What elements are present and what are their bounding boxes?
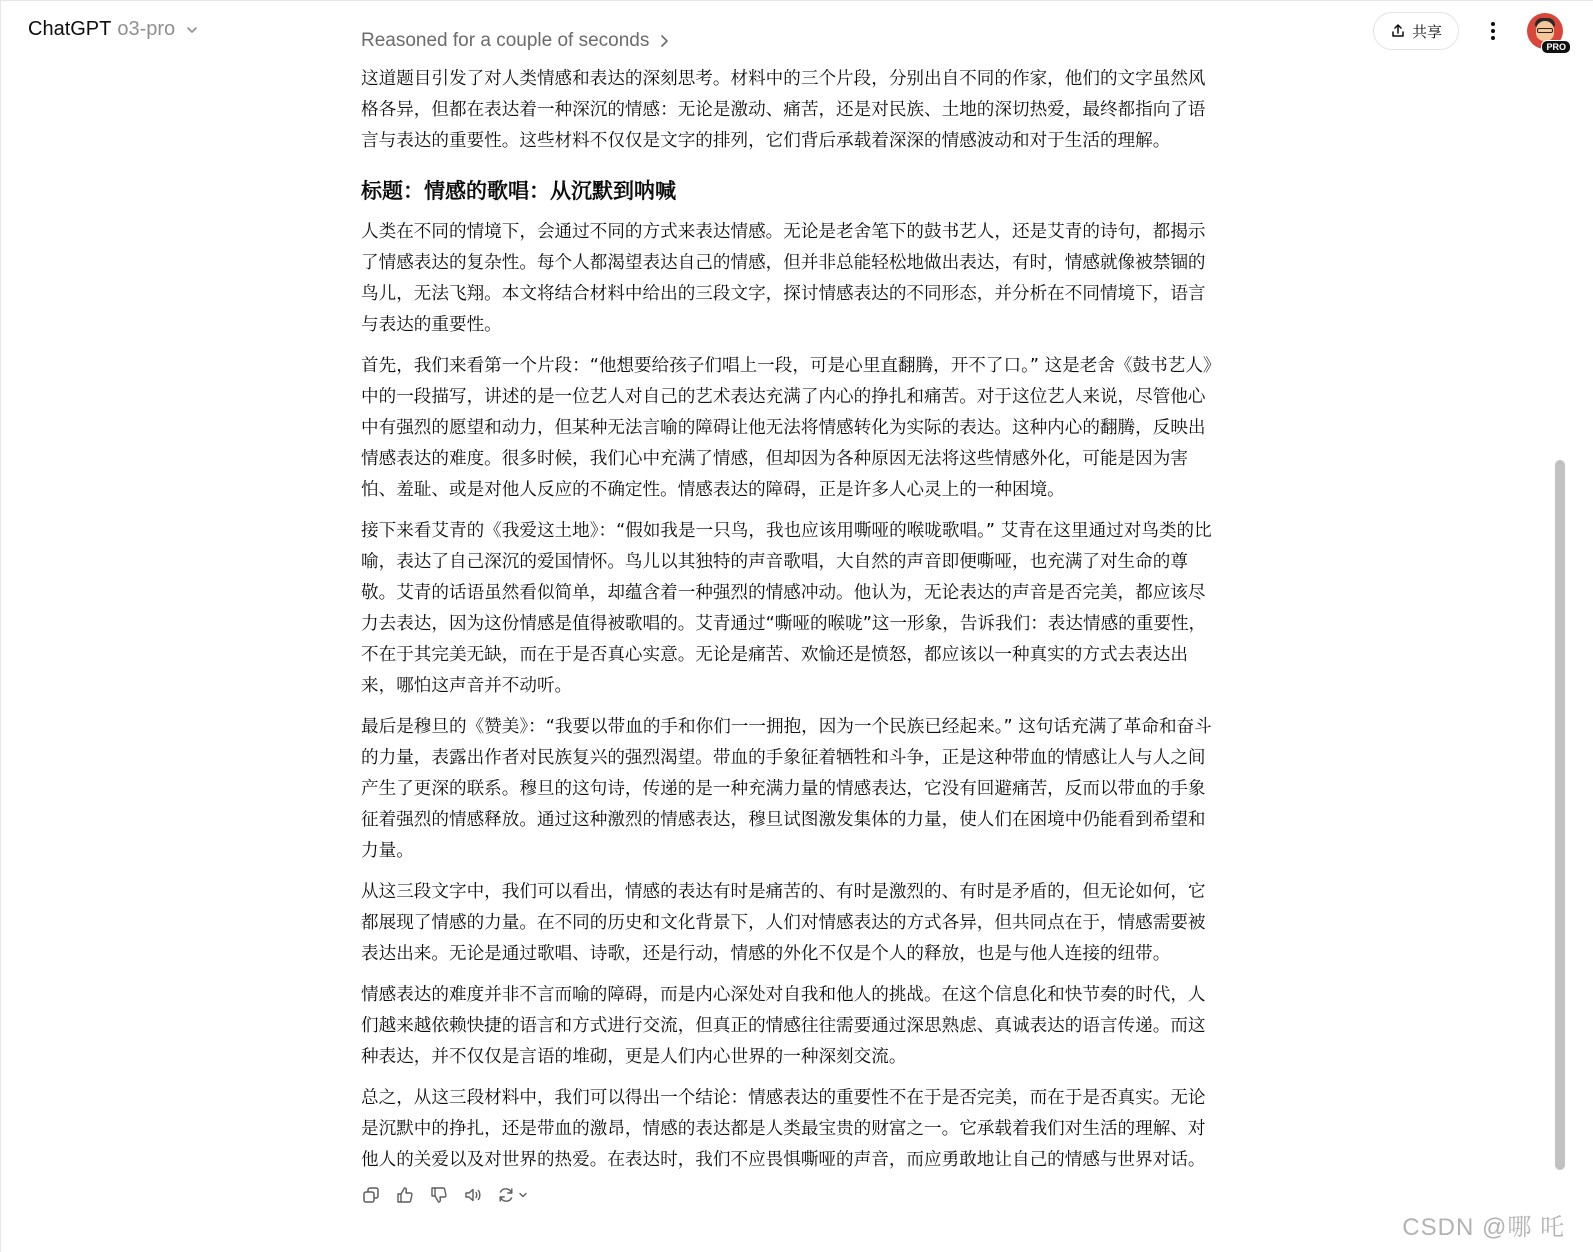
model-switcher[interactable]: [28, 18, 199, 41]
pro-badge: PRO: [1541, 40, 1571, 54]
left-border: [0, 0, 1, 1252]
chevron-right-icon: [659, 34, 671, 48]
bad-response-button[interactable]: [429, 1185, 449, 1205]
chevron-down-icon: [518, 1190, 528, 1200]
regenerate-button[interactable]: [497, 1186, 528, 1204]
message-action-bar: [361, 1185, 528, 1205]
copy-button[interactable]: [361, 1185, 381, 1205]
message-paragraph: 总之，从这三段材料中，我们可以得出一个结论：情感表达的重要性不在于是否完美，而在于是否真实。无论是沉默中的挣扎，还是带血的激昂，情感的表达都是人类最宝贵的财富之一。它承载着我们对生活的理解、对他人的关爱以及对世界的热爱。在表达时，我们不应畏惧嘶哑的声音，而应勇敢地让自己的情感与世界对话。: [361, 1088, 1206, 1170]
message-heading: 标题：情感的歌唱：从沉默到呐喊: [361, 179, 676, 203]
thumbs-down-icon: [430, 1186, 448, 1204]
scrollbar-thumb[interactable]: [1555, 460, 1565, 1170]
message-paragraph: 最后是穆旦的《赞美》：“我要以带血的手和你们一一拥抱，因为一个民族已经起来。” 这句话充满了革命和奋斗的力量，表露出作者对民族复兴的强烈渴望。带血的手象征着牺牲和斗争，正是这种带血的情感让人与人之间产生了更深的联系。穆旦的这句诗，传递的是一种充满力量的情感表达，它没有回避痛苦，反而以带血的手象征着强烈的情感释放。通过这种激烈的情感表达，穆旦试图激发集体的力量，使人们在困境中仍能看到希望和力量。: [361, 717, 1212, 861]
top-border: [0, 0, 1593, 1]
message-paragraph: 人类在不同的情境下，会通过不同的方式来表达情感。无论是老舍笔下的鼓书艺人，还是艾青的诗句，都揭示了情感表达的复杂性。每个人都渴望表达自己的情感，但并非总能轻松地做出表达，有时，情感就像被禁锢的鸟儿，无法飞翔。本文将结合材料中给出的三段文字，探讨情感表达的不同形态，并分析在不同情境下，语言与表达的重要性。: [361, 222, 1206, 335]
more-vertical-icon: [1481, 19, 1505, 43]
reasoning-label: Reasoned for a couple of seconds: [361, 30, 650, 51]
csdn-watermark: CSDN @哪 吒: [1402, 1214, 1565, 1241]
read-aloud-icon: [464, 1186, 482, 1204]
thumbs-up-icon: [396, 1186, 414, 1204]
copy-icon: [362, 1186, 380, 1204]
app-name: ChatGPT: [28, 18, 112, 40]
more-options-button[interactable]: [1481, 19, 1505, 43]
read-aloud-button[interactable]: [463, 1185, 483, 1205]
message-paragraph: 首先，我们来看第一个片段：“他想要给孩子们唱上一段，可是心里直翻腾，开不了口。” 这是老舍《鼓书艺人》中的一段描写，讲述的是一位艺人对自己的艺术表达充满了内心的挣扎和痛苦。对于这位艺人来说，尽管他心中有强烈的愿望和动力，但某种无法言喻的障碍让他无法将情感转化为实际的表达。这种内心的翻腾，反映出情感表达的难度。很多时候，我们心中充满了情感，但却因为各种原因无法将这些情感外化，可能是因为害怕、羞耻、或是对他人反应的不确定性。情感表达的障碍，正是许多人心灵上的一种困境。: [361, 356, 1212, 500]
avatar-glasses: [1537, 28, 1553, 33]
regenerate-icon: [497, 1186, 515, 1204]
header-actions: [1373, 12, 1566, 52]
good-response-button[interactable]: [395, 1185, 415, 1205]
model-name: o3-pro: [117, 18, 176, 40]
chevron-down-icon: [185, 23, 199, 37]
share-icon: [1390, 23, 1406, 39]
assistant-message: [361, 64, 1215, 1186]
message-intro: 这道题目引发了对人类情感和表达的深刻思考。材料中的三个片段，分别出自不同的作家，他们的文字虽然风格各异，但都在表达着一种深沉的情感：无论是激动、痛苦，还是对民族、土地的深切热爱，最终都指向了语言与表达的重要性。这些材料不仅仅是文字的排列，它们背后承载着深深的情感波动和对于生活的理解。: [361, 69, 1206, 151]
message-paragraph: 接下来看艾青的《我爱这土地》：“假如我是一只鸟，我也应该用嘶哑的喉咙歌唱。” 艾青在这里通过对鸟类的比喻，表达了自己深沉的爱国情怀。鸟儿以其独特的声音歌唱，大自然的声音即便嘶哑，也充满了对生命的尊敬。艾青的话语虽然看似简单，却蕴含着一种强烈的情感冲动。他认为，无论表达的声音是否完美，都应该尽力去表达，因为这份情感是值得被歌唱的。艾青通过“嘶哑的喉咙”这一形象，告诉我们：表达情感的重要性，不在于其完美无缺，而在于是否真心实意。无论是痛苦、欢愉还是愤怒，都应该以一种真实的方式去表达出来，哪怕这声音并不动听。: [361, 521, 1212, 696]
message-paragraph: 情感表达的难度并非不言而喻的障碍，而是内心深处对自我和他人的挑战。在这个信息化和快节奏的时代，人们越来越依赖快捷的语言和方式进行交流，但真正的情感往往需要通过深思熟虑、真诚表达的语言传递。而这种表达，并不仅仅是言语的堆砌，更是人们内心世界的一种深刻交流。: [361, 985, 1206, 1067]
share-label: 共享: [1411, 23, 1442, 41]
reasoning-toggle[interactable]: [361, 30, 671, 52]
share-button[interactable]: [1373, 12, 1459, 50]
message-paragraph: 从这三段文字中，我们可以看出，情感的表达有时是痛苦的、有时是激烈的、有时是矛盾的，但无论如何，它都展现了情感的力量。在不同的历史和文化背景下，人们对情感表达的方式各异，但共同点在于，情感需要被表达出来。无论是通过歌唱、诗歌，还是行动，情感的外化不仅是个人的释放，也是与他人连接的纽带。: [361, 882, 1206, 964]
